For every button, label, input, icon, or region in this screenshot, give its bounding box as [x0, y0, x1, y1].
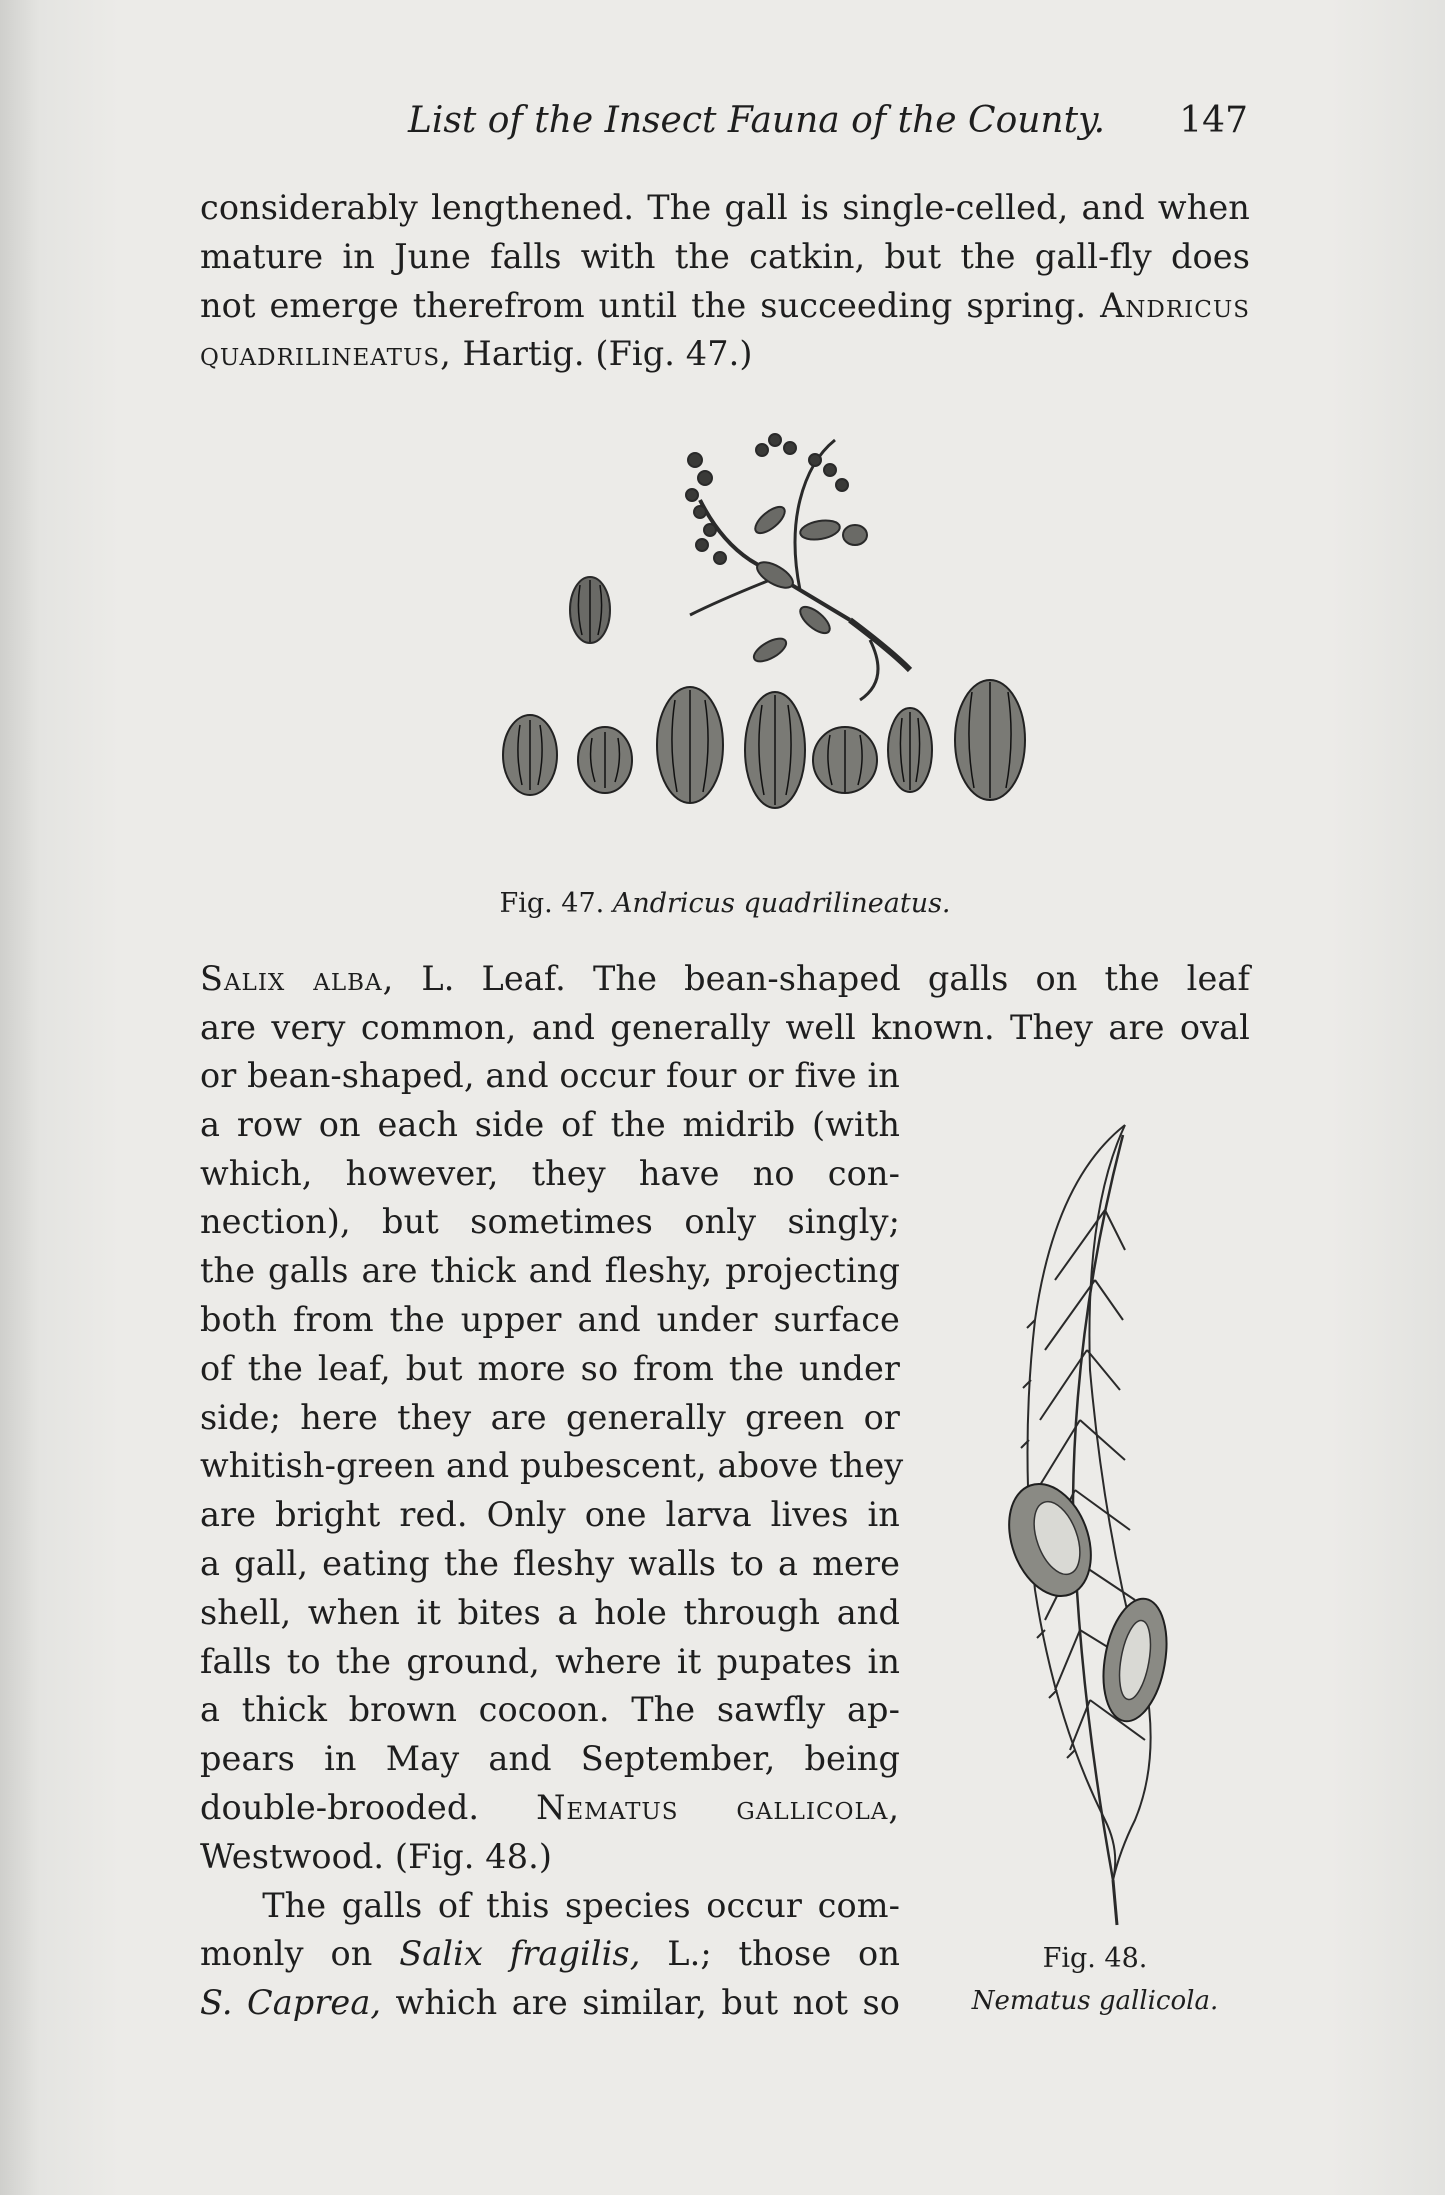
text-line: nection), but sometimes only singly;: [200, 1202, 900, 1242]
page-number: 147: [1179, 100, 1248, 141]
text-fragment: L. Leaf. The bean-shaped galls on the leaf: [394, 959, 1250, 998]
text-line: [200, 330, 1250, 379]
text-fragment: not emerge therefrom until the succeeding spring.: [200, 285, 1087, 325]
text-line: or bean-shaped, and occur four or five in: [200, 1056, 900, 1095]
running-head-title: List of the Insect Fauna of the County.: [408, 100, 1106, 141]
text-line: are bright red. Only one larva lives in: [200, 1495, 900, 1535]
text-line: a gall, eating the fleshy walls to a mere: [200, 1543, 900, 1583]
species-name: Andricus: [1100, 285, 1250, 325]
text-line: a thick brown cocoon. The sawfly ap-: [200, 1690, 900, 1730]
text-line: shell, when it bites a hole through and: [200, 1592, 900, 1632]
text-line: falls to the ground, where it pupates in: [200, 1641, 900, 1681]
figure-48-label: Fig. 48.: [1042, 1943, 1148, 1974]
species-name: Nematus gallicola,: [536, 1787, 900, 1827]
text-line: [200, 1882, 900, 1931]
text-line: [200, 1930, 900, 1979]
species-name: Salix fragilis,: [399, 1934, 641, 1974]
text-line: side; here they are generally green or: [200, 1397, 900, 1437]
text-line: Westwood. (Fig. 48.): [200, 1836, 553, 1876]
text-line: pears in May and September, being: [200, 1739, 900, 1779]
text-line: the galls are thick and fleshy, projecting: [200, 1251, 900, 1291]
text-line: which, however, they have no con-: [200, 1153, 900, 1193]
text-fragment: L.; those on: [640, 1934, 900, 1974]
figure-48-leaf-illustration: [995, 1120, 1195, 1930]
text-line: both from the upper and under surface: [200, 1299, 900, 1339]
text-line: [200, 1979, 900, 2028]
paragraph-salix-head: [200, 955, 1250, 1053]
text-fragment: monly on: [200, 1934, 400, 1974]
text-line: a row on each side of the midrib (with: [200, 1104, 900, 1144]
running-head: [198, 100, 1248, 144]
text-line: are very common, and generally well known. They are oval: [200, 1007, 1250, 1047]
text-line: mature in June falls with the catkin, but the gall-fly does: [200, 236, 1250, 276]
text-line: considerably lengthened. The gall is single-celled, and when: [200, 188, 1250, 227]
text-fragment: The galls of this species occur com-: [262, 1885, 900, 1925]
text-line: whitish-green and pubescent, above they: [200, 1446, 904, 1486]
text-line: of the leaf, but more so from the under: [200, 1348, 900, 1388]
figure-label: Fig. 47.: [499, 888, 605, 919]
species-name: quadrilineatus,: [200, 334, 452, 374]
figure-47-galls-illustration: [470, 420, 1090, 880]
species-name: S. Caprea,: [200, 1983, 382, 2023]
text-fragment: double-brooded.: [200, 1787, 480, 1827]
figure-47-caption: [200, 888, 1250, 919]
species-name: Salix alba,: [200, 959, 395, 998]
text-fragment: which are similar, but not so: [381, 1983, 901, 2023]
text-line: [200, 282, 1250, 331]
text-line: [200, 1784, 900, 1833]
paragraph-salix-body: [200, 1052, 904, 2028]
paragraph-andricus: [200, 184, 1250, 379]
figure-species: Andricus quadrilineatus.: [612, 888, 951, 919]
text-fragment: Hartig. (Fig. 47.): [451, 334, 753, 374]
figure-48-species: Nematus gallicola.: [971, 1986, 1219, 2016]
text-line: [200, 955, 1250, 1004]
